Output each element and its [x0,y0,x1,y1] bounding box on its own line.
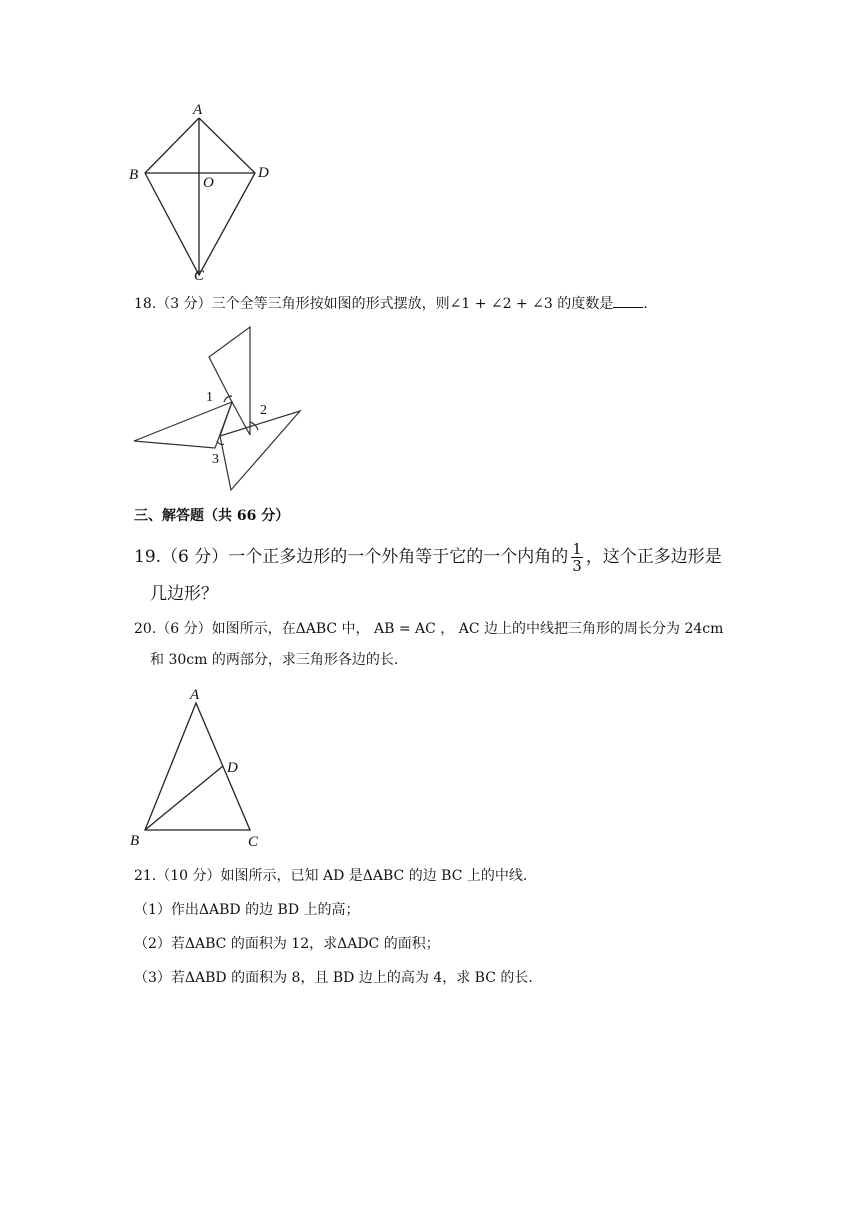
label-a: A [190,687,200,703]
triangles-diagram [0,0,860,520]
fraction-denominator: 3 [572,556,582,575]
q19-text-b: ，这个正多边形是 [585,547,722,567]
label-a: A [193,102,203,118]
question-21-part3: （3）若ΔABD 的面积为 8，且 BD 边上的高为 4，求 BC 的长. [134,970,533,986]
angle-arc-3 [217,441,224,445]
angle-label-1: 1 [206,390,213,405]
label-c: C [194,268,205,284]
question-20-line1: 20.（6 分）如图所示，在ΔABC 中， AB = AC ， AC 边上的中线把三角形的周长分为 24cm [134,621,724,637]
upper-triangle [209,327,250,435]
question-21-part1: （1）作出ΔABD 的边 BD 上的高； [134,902,360,918]
triangle-abc-diagram [120,680,290,855]
fraction-numerator: 1 [572,539,582,558]
right-triangle [220,411,300,490]
section-3-heading: 三、解答题（共 66 分） [134,508,290,524]
question-20-line2: 和 30cm 的两部分，求三角形各边的长. [150,652,399,668]
angle-label-3: 3 [212,452,219,467]
median-bd [145,766,223,830]
label-b: B [129,167,139,183]
question-21-stem: 21.（10 分）如图所示，已知 AD 是ΔABC 的边 BC 上的中线. [134,868,528,884]
label-d: D [227,760,238,776]
three-triangles-figure [0,0,860,520]
q19-text-a: 19.（6 分）一个正多边形的一个外角等于它的一个内角的 [134,547,569,567]
label-c: C [248,834,259,850]
triangle-abc-figure [120,680,290,855]
label-o: O [203,175,214,191]
label-b: B [130,833,140,849]
question-19-line1 [134,537,722,577]
connector-1 [220,402,232,436]
q18-end: . [643,296,648,312]
fraction-one-third [570,541,584,574]
question-21-part2: （2）若ΔABC 的面积为 12，求ΔADC 的面积； [134,936,440,952]
q18-text: 18.（3 分）三个全等三角形按如图的形式摆放，则∠1 + ∠2 + ∠3 的度数是 [134,296,614,312]
angle-label-2: 2 [260,403,267,418]
question-19-line2: 几边形？ [150,584,218,604]
label-d: D [258,165,269,181]
